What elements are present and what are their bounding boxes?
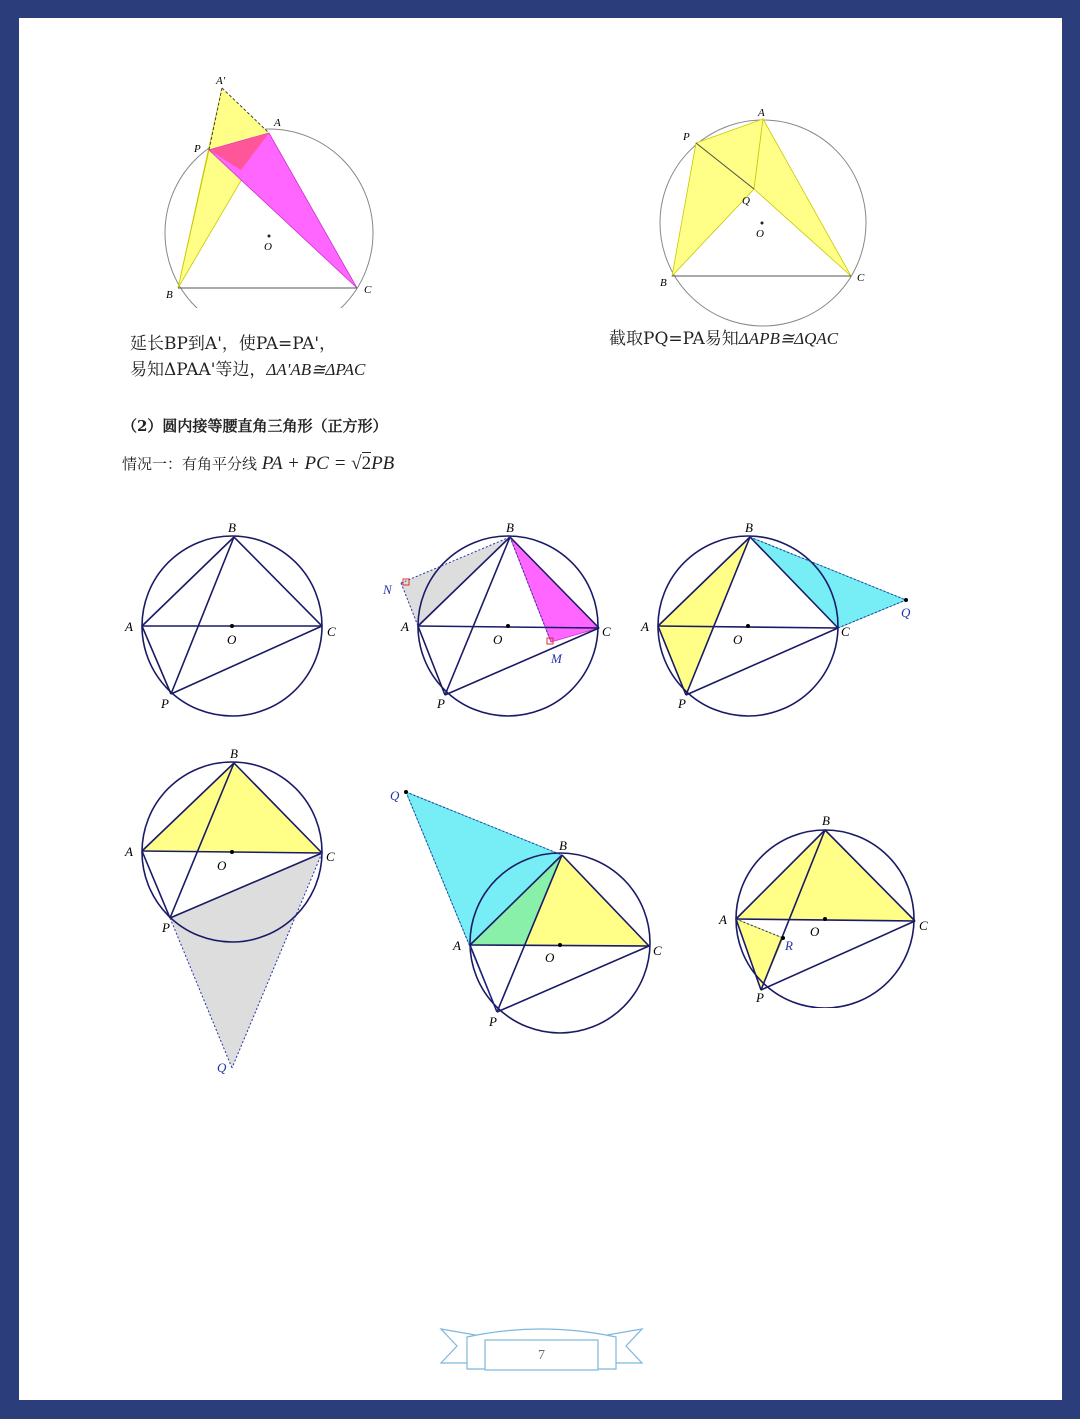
point-label-o: O [227,632,237,647]
figure-1-caption-line-1: 延长BP到A'，使PA=PA'， [130,334,337,354]
point-label-c: C [919,918,928,933]
point-label-p: P [437,696,445,711]
point-label-c: C [841,624,850,639]
point-label-a: A [453,938,461,953]
point-label-a: A [125,844,133,859]
figure-2-caption [609,326,838,352]
point-label-b: B [745,520,753,535]
figure-row2-rotation [384,783,669,1043]
point-label-q: Q [217,1060,227,1075]
point-label-b: B [822,813,830,828]
point-label-o: O [217,858,227,873]
point-label-a: A [125,619,133,634]
point-label-p: P [678,696,686,711]
point-label-a: A [758,107,765,119]
point-label-p: P [756,990,764,1005]
document-page [19,18,1062,1400]
point-label-b: B [230,746,238,761]
sqrt-sign: √ [351,453,362,474]
figure-2-caption-text: 截取PQ=PA易知 [609,329,739,349]
figure-1-caption-math: ΔA'AB≅ΔPAC [266,360,366,379]
section-heading: （2）圆内接等腰直角三角形（正方形） [122,417,388,435]
case-line [122,453,394,475]
figure-1-caption-text: 易知ΔPAA'等边， [130,360,267,380]
point-label-a: A [274,117,281,129]
point-label-c: C [327,624,336,639]
point-label-o: O [733,632,743,647]
point-label-a-prime: A' [216,75,226,87]
point-label-o: O [810,924,820,939]
point-label-b: B [660,277,667,289]
figure-2-caption-math: ΔAPB≅ΔQAC [738,329,839,348]
point-label-p: P [161,696,169,711]
formula-sqrt-value: 2 [361,453,372,474]
figure-row1-rotation [634,518,924,728]
point-label-c: C [857,272,865,284]
point-label-o: O [493,632,503,647]
point-label-p: P [489,1014,497,1029]
point-label-p: P [194,143,201,155]
point-label-c: C [364,284,372,296]
point-label-a: A [641,619,649,634]
point-label-p: P [162,920,170,935]
point-label-b: B [228,520,236,535]
point-label-o: O [756,228,764,240]
figure-2-truncation [634,96,884,331]
point-label-b: B [559,838,567,853]
point-label-q: Q [742,195,750,207]
figure-1-caption-line-2 [130,357,365,383]
point-label-b: B [506,520,514,535]
formula-left: PA + PC = [261,453,352,474]
point-label-r: R [785,938,793,953]
formula-right: PB [371,453,395,474]
point-label-q: Q [901,605,911,620]
point-label-c: C [602,624,611,639]
point-label-c: C [653,943,662,958]
figure-1-caption [130,331,365,383]
point-label-c: C [326,849,335,864]
figure-1-extension [129,58,409,308]
figure-row1-perpendiculars [374,518,624,728]
page-number: 7 [538,1348,545,1363]
figure-row2-inner-point [709,808,934,1008]
point-label-n: N [383,582,392,597]
figure-row1-basic [119,518,349,728]
point-label-a: A [719,912,727,927]
point-label-o: O [264,241,272,253]
case-formula [262,452,395,474]
case-label: 情况一：有角平分线 [122,455,258,473]
figure-row2-extension [119,743,349,1078]
point-label-b: B [166,289,173,301]
point-label-m: M [551,651,562,666]
point-label-p: P [683,131,690,143]
point-label-a: A [401,619,409,634]
point-label-o: O [545,950,555,965]
point-label-q: Q [390,788,400,803]
